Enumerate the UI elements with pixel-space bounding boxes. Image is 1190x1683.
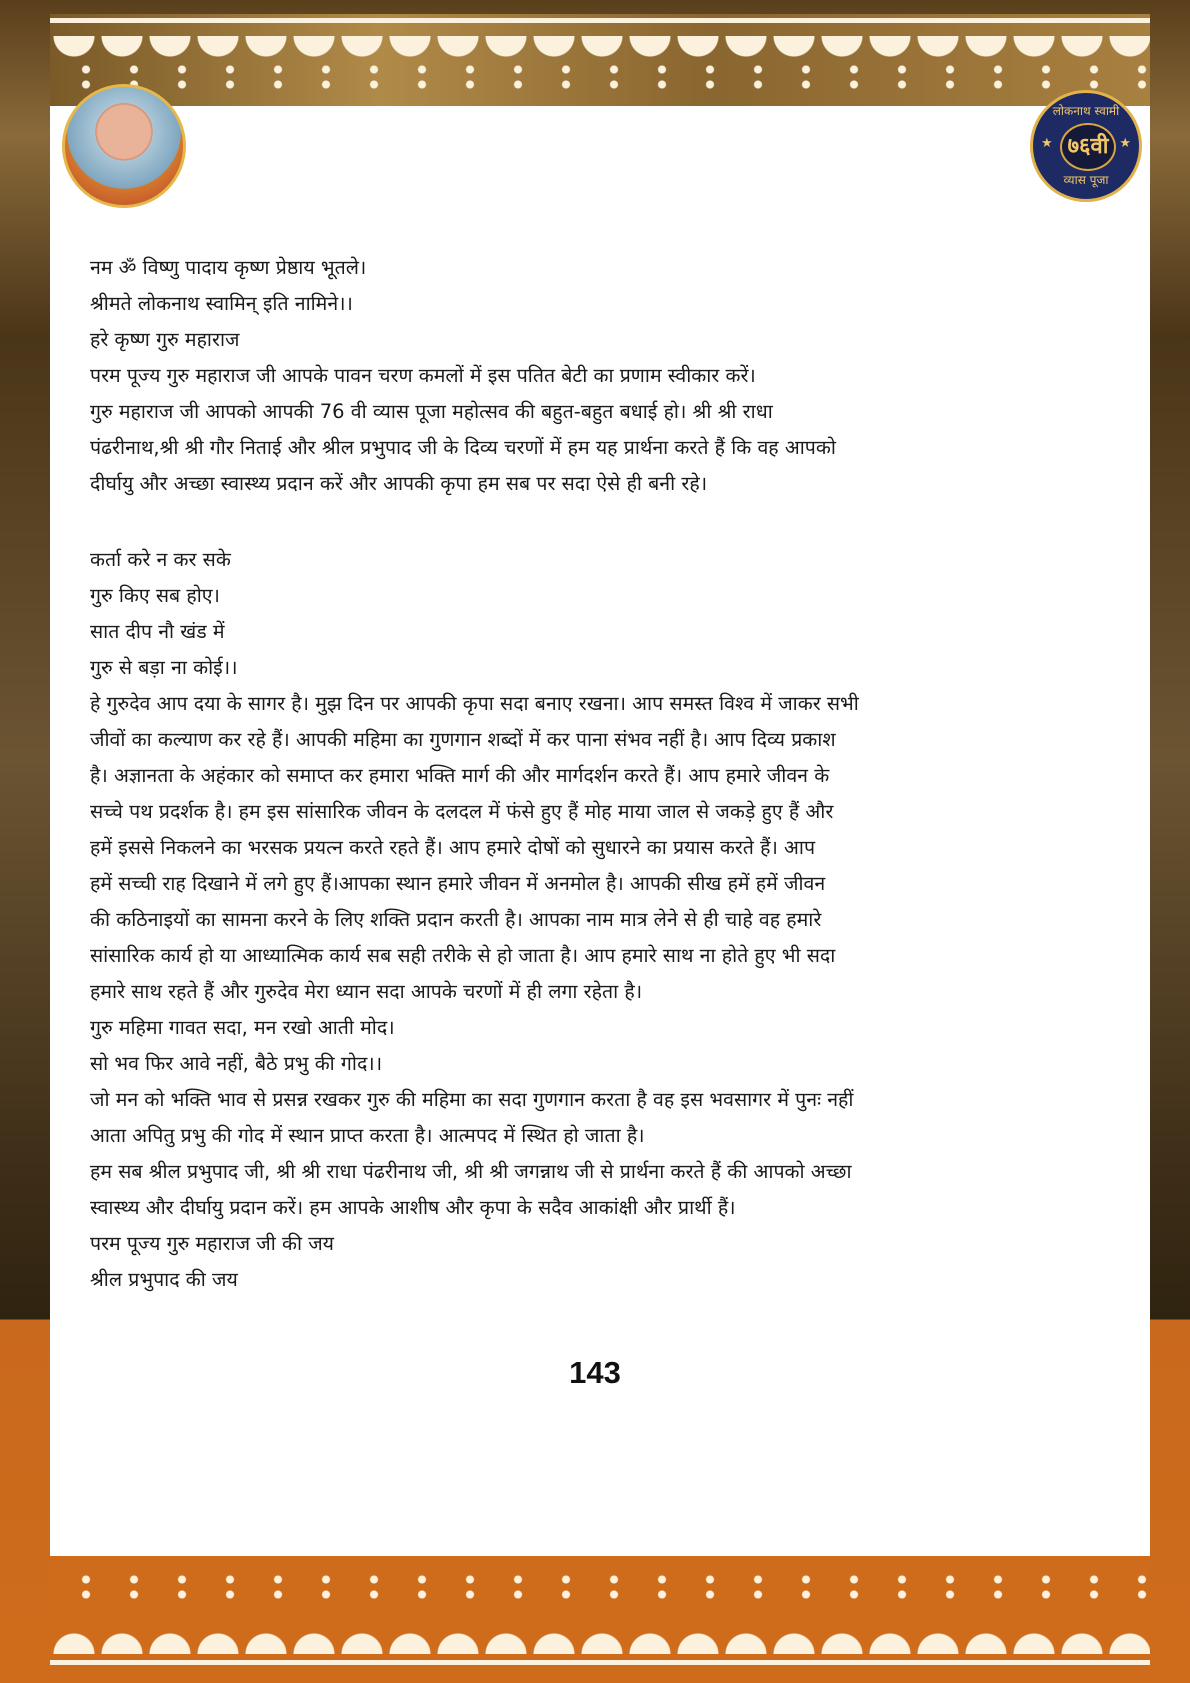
- star-icon: ★: [1041, 136, 1053, 151]
- page-number: 143: [569, 1355, 621, 1390]
- letter-body: [90, 250, 1090, 1298]
- text-line: हे गुरुदेव आप दया के सागर है। मुझ दिन पर आपकी कृपा सदा बनाए रखना। आप समस्त विश्व में जाकर सभी: [90, 692, 859, 715]
- text-line: हमें सच्ची राह दिखाने में लगे हुए हैं।आपका स्थान हमारे जीवन में अनमोल है। आपकी सीख हमें हमें जीवन: [90, 872, 826, 895]
- seal-top-text: लोकनाथ स्वामी: [1052, 104, 1120, 118]
- text-line: श्रील प्रभुपाद की जय: [90, 1268, 238, 1291]
- text-line: गुरु महिमा गावत सदा, मन रखो आती मोद।: [90, 1016, 395, 1039]
- guru-portrait-avatar: [62, 84, 186, 208]
- top-scallop-border: [50, 36, 1150, 60]
- bottom-rule: [50, 1660, 1150, 1665]
- vyasa-puja-seal-logo: [1030, 90, 1142, 202]
- text-line: हमें इससे निकलने का भरसक प्रयत्न करते रहते हैं। आप हमारे दोषों को सुधारने का प्रयास करते हैं। आप: [90, 836, 816, 859]
- text-line: हमारे साथ रहते हैं और गुरुदेव मेरा ध्यान सदा आपके चरणों में ही लगा रहेता है।: [90, 980, 643, 1003]
- text-line: आता अपितु प्रभु की गोद में स्थान प्राप्त करता है। आत्मपद में स्थित हो जाता है।: [90, 1124, 645, 1147]
- top-dot-border: [62, 62, 1152, 92]
- text-line: नम ॐ विष्णु पादाय कृष्ण प्रेष्ठाय भूतले।: [90, 256, 367, 279]
- text-line: हरे कृष्ण गुरु महाराज: [90, 328, 240, 351]
- top-rule: [50, 18, 1150, 23]
- text-line: स्वास्थ्य और दीर्घायु प्रदान करें। हम आपके आशीष और कृपा के सदैव आकांक्षी और प्रार्थी हैं।: [90, 1196, 736, 1219]
- text-line: है। अज्ञानता के अहंकार को समाप्त कर हमारा भक्ति मार्ग की और मार्गदर्शन करते हैं। आप हमारे जीवन के: [90, 764, 830, 787]
- text-line: जीवों का कल्याण कर रहे हैं। आपकी महिमा का गुणगान शब्दों में कर पाना संभव नहीं है। आप दिव्य प्रकाश: [90, 728, 836, 751]
- opening-section: [90, 250, 1090, 502]
- text-line: सो भव फिर आवे नहीं, बैठे प्रभु की गोद।।: [90, 1052, 383, 1075]
- text-line: परम पूज्य गुरु महाराज जी की जय: [90, 1232, 334, 1255]
- text-line: गुरु महाराज जी आपको आपकी 76 वी व्यास पूजा महोत्सव की बहुत-बहुत बधाई हो। श्री श्री राधा: [90, 400, 773, 423]
- text-line: श्रीमते लोकनाथ स्वामिन् इति नामिने।।: [90, 292, 353, 315]
- text-line: कर्ता करे न कर सके: [90, 548, 231, 571]
- text-line: सच्चे पथ प्रदर्शक है। हम इस सांसारिक जीवन के दलदल में फंसे हुए हैं मोह माया जाल से जकड़े हुए हैं और: [90, 800, 834, 823]
- text-line: परम पूज्य गुरु महाराज जी आपके पावन चरण कमलों में इस पतित बेटी का प्रणाम स्वीकार करें।: [90, 364, 756, 387]
- text-line: दीर्घायु और अच्छा स्वास्थ्य प्रदान करें और आपकी कृपा हम सब पर सदा ऐसे ही बनी रहे।: [90, 472, 708, 495]
- top-decorative-band: [50, 14, 1150, 106]
- text-line: सात दीप नौ खंड में: [90, 620, 225, 643]
- star-icon: ★: [1119, 136, 1131, 151]
- seal-bottom-text: व्यास पूजा: [1063, 173, 1109, 187]
- text-line: पंढरीनाथ,श्री श्री गौर निताई और श्रील प्रभुपाद जी के दिव्य चरणों में हम यह प्रार्थना करते हैं कि वह आपको: [90, 436, 836, 459]
- text-line: गुरु किए सब होए।: [90, 584, 220, 607]
- text-line: गुरु से बड़ा ना कोई।।: [90, 656, 238, 679]
- seal-number: ७६वी: [1060, 123, 1116, 171]
- text-line: हम सब श्रील प्रभुपाद जी, श्री श्री राधा पंढरीनाथ जी, श्री श्री जगन्नाथ जी से प्रार्थना करते हैं की आपको अच्छा: [90, 1160, 852, 1183]
- bottom-scallop-border: [50, 1630, 1150, 1654]
- text-line: की कठिनाइयों का सामना करने के लिए शक्ति प्रदान करती है। आपका नाम मात्र लेने से ही चाहे वह हमारे: [90, 908, 822, 931]
- bottom-dot-border: [62, 1572, 1152, 1602]
- main-section: [90, 542, 1090, 1298]
- text-line: जो मन को भक्ति भाव से प्रसन्न रखकर गुरु की महिमा का सदा गुणगान करता है वह इस भवसागर में पुनः नहीं: [90, 1088, 854, 1111]
- text-line: सांसारिक कार्य हो या आध्यात्मिक कार्य सब सही तरीके से हो जाता है। आप हमारे साथ ना होते हुए भी सदा: [90, 944, 836, 967]
